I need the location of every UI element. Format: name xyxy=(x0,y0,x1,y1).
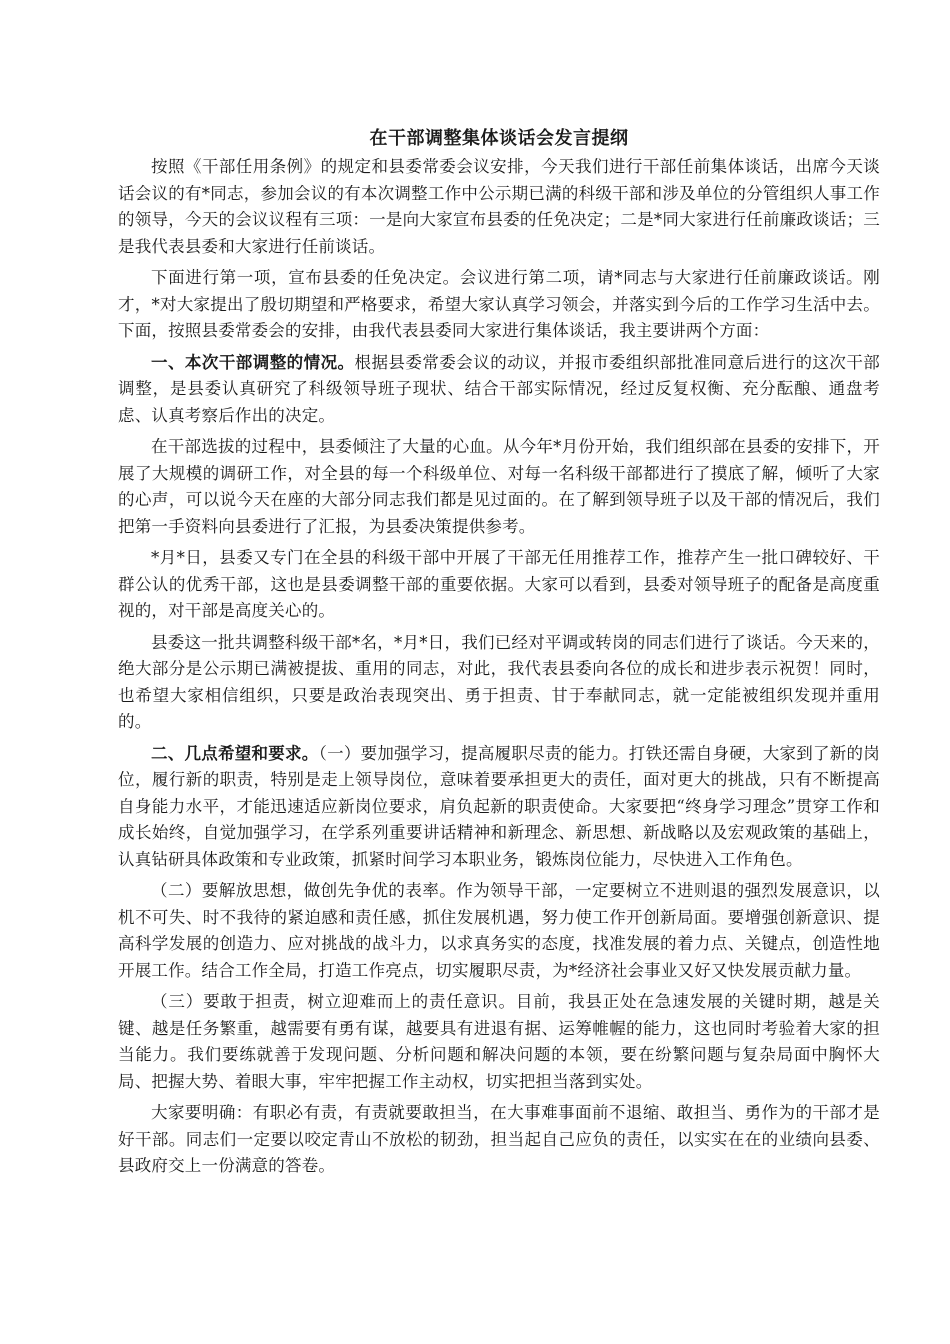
paragraph-7-text: （一）要加强学习，提高履职尽责的能力。打铁还需自身硬，大家到了新的岗位，履行新的职责，特别是走上领导岗位，意味着要承担更大的责任，面对更大的挑战，只有不断提高自身能力水平，才能迅速适应新岗位要求，肩负起新的职责使命。大家要把“终身学习理念”贯穿工作和成长始终，自觉加强学习，在学系列重要讲话精神和新理念、新思想、新战略以及宏观政策的基础上，认真钻研具体政策和专业政策，抓紧时间学习本职业务，锻炼岗位能力，尽快进入工作角色。 xyxy=(118,743,880,869)
paragraph-3 xyxy=(118,350,880,430)
document-page xyxy=(118,124,880,1185)
paragraph-5-text: *月*日，县委又专门在全县的科级干部中开展了干部无任用推荐工作，推荐产生一批口碑较好、干群公认的优秀干部，这也是县委调整干部的重要依据。大家可以看到，县委对领导班子的配备是高度重视的，对干部是高度关心的。 xyxy=(118,548,880,620)
paragraph-8 xyxy=(118,878,880,984)
paragraph-5 xyxy=(118,545,880,625)
paragraph-6 xyxy=(118,630,880,736)
paragraph-4 xyxy=(118,434,880,540)
paragraph-1 xyxy=(118,154,880,260)
paragraph-8-text: （二）要解放思想，做创先争优的表率。作为领导干部，一定要树立不进则退的强烈发展意识，以机不可失、时不我待的紧迫感和责任感，抓住发展机遇，努力使工作开创新局面。要增强创新意识、提高科学发展的创造力、应对挑战的战斗力，以求真务实的态度，找准发展的着力点、关键点，创造性地开展工作。结合工作全局，打造工作亮点，切实履职尽责，为*经济社会事业又好又快发展贡献力量。 xyxy=(118,881,880,980)
paragraph-2-text: 下面进行第一项，宣布县委的任免决定。会议进行第二项，请*同志与大家进行任前廉政谈话。刚才，*对大家提出了殷切期望和严格要求，希望大家认真学习领会，并落实到今后的工作学习生活中去。下面，按照县委常委会的安排，由我代表县委同大家进行集体谈话，我主要讲两个方面： xyxy=(118,268,880,340)
paragraph-9 xyxy=(118,989,880,1095)
section-heading-1: 一、本次干部调整的情况。 xyxy=(151,352,355,372)
paragraph-9-text: （三）要敢于担责，树立迎难而上的责任意识。目前，我县正处在急速发展的关键时期，越是关键、越是任务繁重，越需要有勇有谋，越要具有进退有据、运筹帷幄的能力，这也同时考验着大家的担当能力。我们要练就善于发现问题、分析问题和解决问题的本领，要在纷繁问题与复杂局面中胸怀大局、把握大势、着眼大事，牢牢把握工作主动权，切实把担当落到实处。 xyxy=(118,992,880,1091)
paragraph-10 xyxy=(118,1100,880,1180)
paragraph-10-text: 大家要明确：有职必有责，有责就要敢担当，在大事难事面前不退缩、敢担当、勇作为的干部才是好干部。同志们一定要以咬定青山不放松的韧劲，担当起自己应负的责任，以实实在在的业绩向县委、县政府交上一份满意的答卷。 xyxy=(118,1103,880,1175)
paragraph-1-text: 按照《干部任用条例》的规定和县委常委会议安排，今天我们进行干部任前集体谈话，出席今天谈话会议的有*同志，参加会议的有本次调整工作中公示期已满的科级干部和涉及单位的分管组织人事工作的领导，今天的会议议程有三项：一是向大家宣布县委的任免决定；二是*同大家进行任前廉政谈话；三是我代表县委和大家进行任前谈话。 xyxy=(118,157,880,256)
section-heading-2: 二、几点希望和要求。 xyxy=(151,743,319,763)
paragraph-3-text: 根据县委常委会议的动议，并报市委组织部批准同意后进行的这次干部调整，是县委认真研究了科级领导班子现状、结合干部实际情况，经过反复权衡、充分酝酿、通盘考虑、认真考察后作出的决定。 xyxy=(118,352,880,425)
paragraph-6-text: 县委这一批共调整科级干部*名，*月*日，我们已经对平调或转岗的同志们进行了谈话。今天来的，绝大部分是公示期已满被提拔、重用的同志，对此，我代表县委向各位的成长和进步表示祝贺！同时，也希望大家相信组织，只要是政治表现突出、勇于担责、甘于奉献同志，就一定能被组织发现并重用的。 xyxy=(118,632,880,731)
paragraph-4-text: 在干部选拔的过程中，县委倾注了大量的心血。从今年*月份开始，我们组织部在县委的安排下，开展了大规模的调研工作，对全县的每一个科级单位、对每一名科级干部都进行了摸底了解，倾听了大家的心声，可以说今天在座的大部分同志我们都是见过面的。在了解到领导班子以及干部的情况后，我们把第一手资料向县委进行了汇报，为县委决策提供参考。 xyxy=(118,437,880,536)
paragraph-7 xyxy=(118,741,880,874)
document-title: 在干部调整集体谈话会发言提纲 xyxy=(369,128,629,149)
paragraph-2 xyxy=(118,265,880,345)
